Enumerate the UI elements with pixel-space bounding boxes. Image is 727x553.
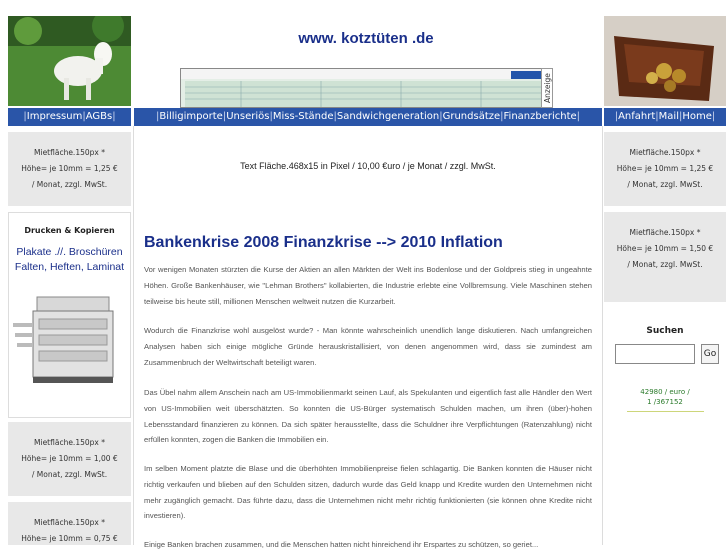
banner-ad[interactable]: [180, 68, 553, 108]
column-divider: [133, 126, 134, 545]
article-paragraph: Das Übel nahm allem Anschein nach am US-Immobilienmarkt seinen Lauf, als Spekulanten und eigentlich fast alle Händler den Wert von US-Immobilien weit überschätzten. So konnten die US-Bürger systematisch Schulden machen, um ihren (über)-hohen Lebensstandard finanzieren zu können. Da sich später herausstellte, dass die Schuldner ihre Verpflichtungen (Ratenzahlung) nicht erfüllen konnten, zogen die Banken die Immobilien ein.: [144, 388, 592, 445]
ad-line: Mietfläche.150px *: [629, 148, 701, 157]
nav-finanzberichte[interactable]: Finanzberichte: [503, 111, 577, 122]
nav-billigimporte[interactable]: Billigimporte: [159, 111, 223, 122]
nav-anfahrt[interactable]: Anfahrt: [618, 111, 656, 122]
ad-line: / Monat, zzgl. MwSt.: [627, 260, 703, 269]
promo-line: Plakate .//. Broschüren: [16, 246, 123, 258]
text-ad[interactable]: Text Fläche.468x15 in Pixel / 10,00 €uro / je Monat / zzgl. MwSt.: [240, 161, 496, 171]
nav-left: |Impressum|AGBs|: [8, 108, 131, 126]
ad-line: Höhe= je 10mm = 0,75 €: [21, 534, 118, 543]
promo-title: Drucken & Kopieren: [24, 226, 115, 235]
promo-line: Falten, Heften, Laminat: [14, 261, 125, 273]
nav-mail[interactable]: Mail: [658, 111, 679, 122]
column-divider: [602, 126, 603, 545]
ad-line: Höhe= je 10mm = 1,25 €: [21, 164, 118, 173]
right-ad-box-1[interactable]: [604, 132, 726, 206]
article-paragraph: Im selben Moment platzte die Blase und die überhöhten Immobilienpreise fielen schlagartig. Die Banken konnten die Häuser nicht richtig verkaufen und blieben auf den Schulden sitzen, dadurch wurde das Geld knapp und Kredite wurden den Unternehmen nicht mehr zugänglich gemacht. Das führte dazu, dass die Unternehmen nicht mehr richtig funktionierten (sie können ohne Kredite nicht investieren).: [144, 464, 592, 521]
ad-line: / Monat, zzgl. MwSt.: [31, 470, 108, 479]
visitor-counter: [604, 387, 726, 407]
nav-grundsaetze[interactable]: Grundsätze: [442, 111, 501, 122]
left-ad-box-2[interactable]: [8, 422, 131, 496]
nav-home[interactable]: Home: [682, 111, 712, 122]
counter-line: 42980 / euro /: [640, 388, 690, 396]
counter-underline: [627, 411, 704, 412]
article-headline: Bankenkrise 2008 Finanzkrise --> 2010 Inflation: [144, 234, 503, 251]
nav-unserioes[interactable]: Unseriös: [226, 111, 270, 122]
ad-line: Mietfläche.150px *: [34, 148, 105, 157]
nav-agbs[interactable]: AGBs: [85, 111, 113, 122]
nav-right: |Anfahrt|Mail|Home|: [604, 108, 726, 126]
nav-center: |Billigimporte|Unseriös|Miss-Stände|Sandwichgeneration|Grundsätze|Finanzberichte|: [134, 108, 602, 126]
search-input[interactable]: [615, 344, 695, 364]
left-ad-box-1[interactable]: [8, 132, 131, 206]
ad-line: Mietfläche.150px *: [629, 228, 701, 237]
goat-photo: [8, 16, 131, 106]
nav-impressum[interactable]: Impressum: [26, 111, 83, 122]
ad-line: Höhe= je 10mm = 1,25 €: [616, 164, 714, 173]
ad-line: / Monat, zzgl. MwSt.: [627, 180, 703, 189]
site-title[interactable]: www. kotztüten .de: [298, 30, 434, 47]
banner-ad-label: Anzeige: [541, 68, 553, 108]
ad-line: / Monat, zzgl. MwSt.: [31, 180, 108, 189]
nav-sandwichgeneration[interactable]: Sandwichgeneration: [336, 111, 440, 122]
wallet-photo: [604, 16, 726, 106]
nav-miss-staende[interactable]: Miss-Stände: [272, 111, 334, 122]
ad-line: Mietfläche.150px *: [34, 438, 105, 447]
article-paragraph: Wodurch die Finanzkrise wohl ausgelöst wurde? - Man könnte wahrscheinlich unendlich lange diskutieren. Nach umfangreichen Analysen haben sich einige mögliche Gründe herauskristallisiert, von denen angenommen wird, dass sie zumindest am Zusammenbruch der Weltwirtschaft beteiligt waren.: [144, 326, 592, 367]
left-ad-box-3[interactable]: [8, 502, 131, 545]
article-paragraph: Einige Banken brachen zusammen, und die Menschen hatten nicht hinreichend ihr Erspartes zu schützen, so geriet...: [144, 540, 539, 549]
search-button[interactable]: Go: [701, 344, 719, 364]
copier-image: [9, 285, 130, 397]
ad-line: Mietfläche.150px *: [34, 518, 105, 527]
ad-line: Höhe= je 10mm = 1,00 €: [21, 454, 118, 463]
article-paragraph: Vor wenigen Monaten stürzten die Kurse der Aktien an allen Märkten der Welt ins Bodenlose und der Goldpreis stieg in ungeahnte Höhen. Große Bankenhäuser, wie "Lehman Brothers" kollabierten, die Industrie erlebte eine Vollbremsung. Viele Maschinen stehen teilweise bis heute still, millionen Menschen weltweit nutzen die Kurzarbeit.: [144, 265, 592, 306]
ad-line: Höhe= je 10mm = 1,50 €: [616, 244, 714, 253]
search-title: Suchen: [646, 326, 684, 336]
counter-line: 1 /367152: [647, 398, 683, 406]
right-ad-box-2[interactable]: [604, 212, 726, 302]
print-promo[interactable]: [8, 212, 131, 418]
